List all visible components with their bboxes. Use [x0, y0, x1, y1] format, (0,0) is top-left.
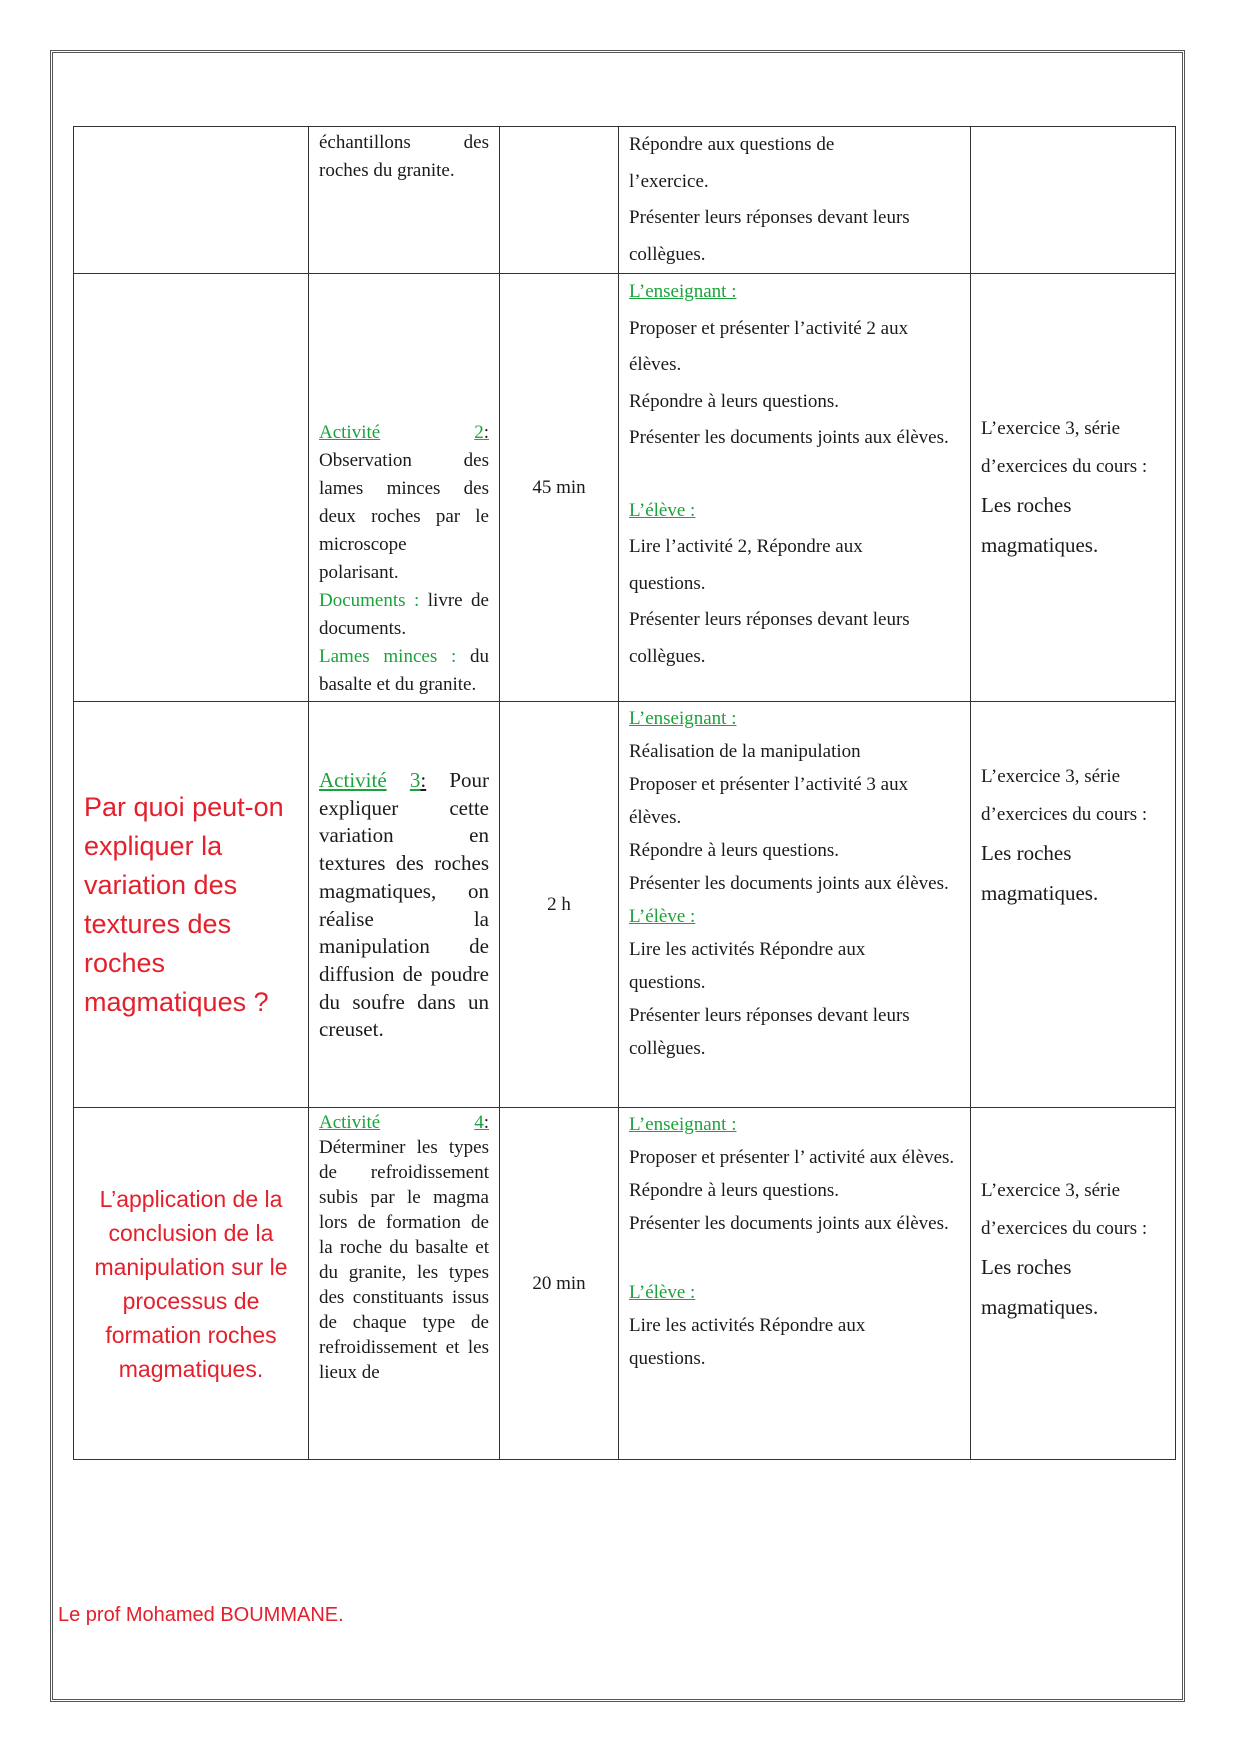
- evaluation-cell: [971, 702, 1176, 1108]
- slides-label: Lames minces :: [319, 646, 457, 667]
- question-cell: [74, 702, 309, 1108]
- table-row: [74, 1108, 1176, 1460]
- activity-colon: :: [420, 767, 427, 792]
- table-row: [74, 274, 1176, 702]
- activity-number: 4: [474, 1112, 484, 1133]
- teacher-label: L’enseignant :: [629, 281, 737, 302]
- activity-cell: [309, 702, 500, 1108]
- teacher-line: Répondre à leurs questions.: [629, 1180, 840, 1201]
- student-line: Présenter leurs réponses devant leurs collègues.: [629, 1005, 910, 1059]
- activity-colon: :: [483, 422, 489, 443]
- activity-cell: [309, 127, 500, 274]
- question-cell: [74, 1108, 309, 1460]
- evaluation-cell: [971, 1108, 1176, 1460]
- procedure-cell: [619, 702, 971, 1108]
- activity-colon: :: [483, 1112, 489, 1133]
- student-label: L’élève :: [629, 1282, 696, 1303]
- activity-title: Activité: [319, 767, 387, 792]
- teacher-line: Répondre à leurs questions.: [629, 840, 840, 861]
- duration-cell: [500, 1108, 619, 1460]
- student-line: Répondre aux questions de l’exercice.: [629, 134, 835, 192]
- table-row: [74, 702, 1176, 1108]
- evaluation-prefix: L’exercice 3, série d’exercices du cours :: [981, 1180, 1148, 1239]
- activity-text: échantillons des roches du granite.: [319, 132, 489, 181]
- student-line: Lire l’activité 2, Répondre aux questions.: [629, 536, 863, 594]
- table-row: [74, 127, 1176, 274]
- question-text: Par quoi peut-on expliquer la variation des textures des roches magmatiques ?: [84, 791, 284, 1017]
- author-credit: Le prof Mohamed BOUMMANE.: [58, 1604, 344, 1626]
- student-label: L’élève :: [629, 499, 696, 521]
- activity-number: 3: [409, 767, 421, 792]
- student-line: Lire les activités Répondre aux questions.: [629, 939, 866, 993]
- procedure-cell: [619, 127, 971, 274]
- teacher-line: Répondre à leurs questions.: [629, 390, 840, 412]
- activity-cell: [309, 274, 500, 702]
- student-line: Présenter leurs réponses devant leurs collègues.: [629, 207, 910, 265]
- teacher-line: Présenter les documents joints aux élèves.: [629, 873, 949, 894]
- lesson-plan-table: [73, 126, 1176, 1460]
- duration-value: 20 min: [532, 1272, 586, 1294]
- teacher-line: Proposer et présenter l’activité 2 aux élèves.: [629, 317, 909, 375]
- student-label: L’élève :: [629, 906, 696, 927]
- question-cell: [74, 127, 309, 274]
- evaluation-topic: Les roches magmatiques.: [981, 492, 1099, 557]
- question-cell: [74, 274, 309, 702]
- evaluation-topic: Les roches magmatiques.: [981, 841, 1099, 905]
- teacher-label: L’enseignant :: [629, 708, 737, 729]
- duration-value: 2 h: [547, 893, 571, 915]
- activity-title: Activité: [319, 422, 381, 443]
- teacher-line: Présenter les documents joints aux élèves.: [629, 427, 949, 448]
- activity-text: Déterminer les types de refroidissement subis par le magma lors de formation de la roche du basalte et du granite, les types des constituants issus de chaque type de refroidissement et les lieux de: [319, 1137, 489, 1383]
- activity-text: Observation des lames minces des deux roches par le microscope polarisant.: [319, 450, 489, 583]
- activity-title: Activité: [319, 1112, 381, 1133]
- evaluation-cell: [971, 274, 1176, 702]
- activity-number: 2: [474, 422, 484, 443]
- documents-text: livre de documents.: [319, 590, 489, 639]
- activity-cell: [309, 1108, 500, 1460]
- teacher-line: Proposer et présenter l’ activité aux élèves.: [629, 1147, 955, 1168]
- evaluation-cell: [971, 127, 1176, 274]
- question-text: L’application de la conclusion de la manipulation sur le processus de formation roches magmatiques.: [94, 1185, 288, 1382]
- teacher-line: Réalisation de la manipulation: [629, 741, 861, 762]
- duration-cell: [500, 127, 619, 274]
- procedure-cell: [619, 274, 971, 702]
- student-line: Présenter leurs réponses devant leurs collègues.: [629, 609, 910, 667]
- teacher-label: L’enseignant :: [629, 1114, 737, 1135]
- documents-label: Documents :: [319, 590, 420, 611]
- duration-value: 45 min: [532, 476, 586, 498]
- evaluation-prefix: L’exercice 3, série d’exercices du cours :: [981, 417, 1148, 477]
- evaluation-topic: Les roches magmatiques.: [981, 1255, 1099, 1319]
- evaluation-prefix: L’exercice 3, série d’exercices du cours :: [981, 766, 1148, 825]
- teacher-line: Proposer et présenter l’activité 3 aux élèves.: [629, 774, 909, 828]
- slides-text: du basalte et du granite.: [319, 646, 489, 695]
- procedure-cell: [619, 1108, 971, 1460]
- activity-text: Pour expliquer cette variation en textures des roches magmatiques, on réalise la manipulation de diffusion de poudre du soufre dans un creuset.: [319, 767, 489, 1042]
- teacher-line: Présenter les documents joints aux élèves.: [629, 1213, 949, 1234]
- duration-cell: [500, 274, 619, 702]
- student-line: Lire les activités Répondre aux questions.: [629, 1315, 866, 1369]
- duration-cell: [500, 702, 619, 1108]
